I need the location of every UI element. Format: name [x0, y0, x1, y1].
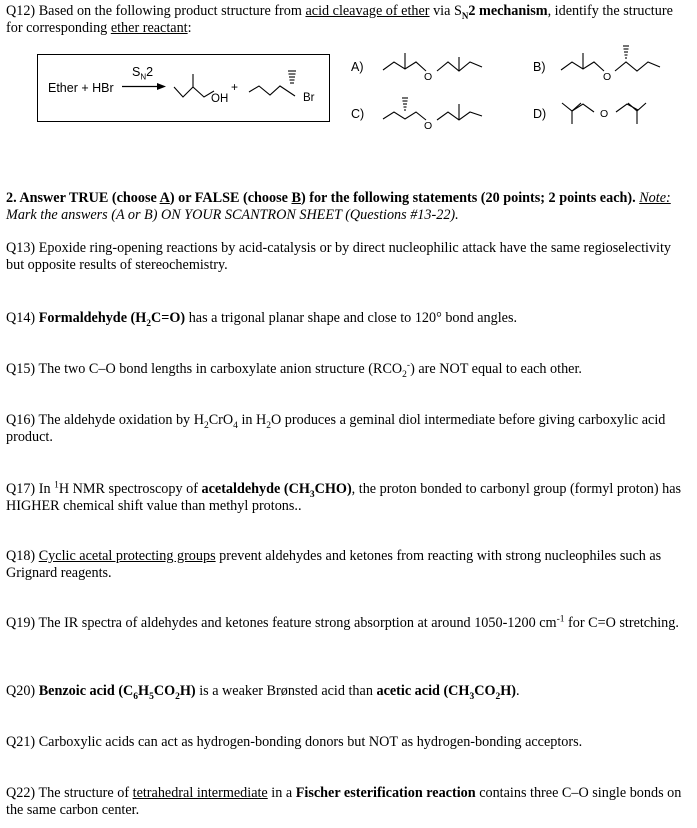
question-number: Q12): [6, 3, 36, 19]
question-text: Carboxylic acids can act as hydrogen-bonding donors but NOT as hydrogen-bonding acceptors.: [38, 734, 583, 750]
question-20: [6, 683, 686, 700]
question-text: has a trigonal planar shape and close to 120° bond angles.: [185, 310, 518, 326]
question-text: for C=O stretching.: [564, 615, 679, 631]
question-number: Q14): [6, 310, 36, 326]
question-text: via S: [429, 3, 462, 19]
benzoic-text: Benzoic acid (C: [38, 683, 134, 699]
option-c-structure: [383, 98, 482, 120]
option-a-label: A): [351, 60, 364, 74]
question-16: [6, 412, 686, 446]
option-b-structure: [561, 46, 660, 71]
option-b-oxygen: O: [603, 71, 612, 83]
subscript: 2: [146, 318, 152, 329]
heading-text: ) for the following statements (20 points; 2 points each).: [300, 190, 636, 206]
question-text: ) are NOT equal to each other.: [410, 361, 582, 377]
question-text: in a: [267, 785, 296, 801]
question-19: [6, 615, 686, 632]
product-oh-label: OH: [211, 93, 229, 105]
subscript: 2: [495, 691, 501, 702]
acetaldehyde-text: CHO): [314, 481, 352, 497]
benzoic-text: H: [138, 683, 150, 699]
option-c-label: C): [351, 107, 365, 121]
option-d-label: D): [533, 107, 547, 121]
scheme-reactants: Ether + HBr: [48, 81, 114, 95]
formaldehyde-text: C=O): [151, 310, 186, 326]
question-22: [6, 785, 686, 819]
acetic-text: acetic acid (CH: [376, 683, 470, 699]
choice-a: A: [159, 190, 170, 206]
question-text: The IR spectra of aldehydes and ketones feature strong absorption at around 1050-1200 cm: [38, 615, 557, 631]
question-number: Q19): [6, 615, 36, 631]
underlined-term-acid-cleavage: acid cleavage of ether: [305, 3, 430, 19]
question-14: [6, 310, 686, 327]
reaction-arrow: [122, 83, 166, 90]
benzoic-text: H): [179, 683, 196, 699]
question-number: Q21): [6, 734, 36, 750]
subscript: 3: [469, 691, 475, 702]
question-17: [6, 481, 686, 515]
underlined-term-cyclic-acetal: Cyclic acetal protecting groups: [38, 548, 216, 564]
question-text: in H: [237, 412, 267, 428]
question-text: The two C–O bond lengths in carboxylate anion structure (RCO: [38, 361, 403, 377]
question-text: , identify the structure for corresponding: [6, 3, 673, 36]
question-text: :: [187, 20, 192, 36]
bold-term-acetic-acid: [376, 683, 517, 702]
benzoic-text: CO: [153, 683, 176, 699]
question-text: CrO: [208, 412, 234, 428]
underlined-term-tetrahedral: tetrahedral intermediate: [132, 785, 268, 801]
subscript: 5: [149, 691, 154, 702]
reaction-scheme-drawing: [0, 0, 697, 140]
formaldehyde-text: Formaldehyde (H: [38, 310, 147, 326]
question-text: prevent aldehydes and ketones from reacting with strong nucleophiles such as Grignard reagents.: [6, 548, 662, 581]
option-c-oxygen: O: [424, 120, 433, 132]
bold-term-benzoic-acid: [38, 683, 196, 702]
superscript: 1: [54, 480, 59, 491]
product-alcohol-structure: [174, 74, 214, 97]
question-number: Q22): [6, 785, 36, 801]
subscript: 4: [233, 420, 238, 431]
question-21: [6, 734, 686, 751]
acetic-text: CO: [474, 683, 496, 699]
option-a-oxygen: O: [424, 71, 433, 83]
underlined-term-ether-reactant: ether reactant: [110, 20, 188, 36]
bold-term-formaldehyde: [38, 310, 186, 329]
question-text: Epoxide ring-opening reactions by acid-catalysis or by direct nucleophilic attack have the same regioselectivity but opposite results of stereochemistry.: [6, 240, 672, 273]
question-text: H NMR spectroscopy of: [58, 481, 202, 497]
acetic-text: H): [500, 683, 517, 699]
question-number: Q15): [6, 361, 36, 377]
acetaldehyde-text: acetaldehyde (CH: [201, 481, 310, 497]
superscript: -1: [556, 614, 565, 625]
question-text: In: [38, 481, 55, 497]
question-text: The structure of: [38, 785, 133, 801]
subscript-n: N: [461, 10, 469, 21]
option-a-structure: [383, 53, 482, 71]
product-br-label: Br: [303, 92, 315, 104]
question-text: The aldehyde oxidation by H: [38, 412, 204, 428]
conditions-2: 2: [146, 65, 154, 79]
conditions-s: S: [132, 65, 141, 79]
note-text: Mark the answers (A or B) ON YOUR SCANTRON SHEET (Questions #13-22).: [6, 207, 459, 223]
bold-term-fischer: Fischer esterification reaction: [295, 785, 476, 801]
option-d-oxygen: O: [600, 108, 609, 120]
bold-term-sn2: 2 mechanism: [468, 3, 548, 19]
choice-b: B: [291, 190, 301, 206]
scheme-plus: +: [231, 80, 239, 94]
question-18: [6, 548, 686, 582]
question-number: Q17): [6, 481, 36, 497]
subscript: 2: [175, 691, 180, 702]
question-number: Q18): [6, 548, 36, 564]
subscript: 3: [309, 489, 315, 500]
subscript: 2: [203, 420, 209, 431]
question-13: [6, 240, 686, 274]
subscript: 2: [266, 420, 272, 431]
heading-text: ) or FALSE (choose: [169, 190, 292, 206]
question-text: contains three C–O single bonds on the same carbon center.: [6, 785, 682, 818]
question-text: .: [516, 683, 520, 699]
subscript: 2: [402, 369, 407, 380]
question-number: Q20): [6, 683, 36, 699]
question-text: Based on the following product structure from: [38, 3, 306, 19]
question-text: , the proton bonded to carbonyl group (formyl proton) has HIGHER chemical shift value than methyl protons..: [6, 481, 682, 514]
superscript: -: [406, 360, 411, 371]
question-number: Q16): [6, 412, 36, 428]
bold-term-acetaldehyde: [201, 481, 352, 500]
question-text: O produces a geminal diol intermediate before giving carboxylic acid product.: [6, 412, 666, 445]
product-bromide-structure: [249, 71, 296, 96]
question-number: Q13): [6, 240, 36, 256]
heading-text: 2. Answer TRUE (choose: [6, 190, 160, 206]
option-b-label: B): [533, 60, 546, 74]
conditions-sub-n: N: [140, 72, 147, 82]
note-label: Note:: [639, 190, 671, 206]
question-15: [6, 361, 686, 378]
subscript: 6: [133, 691, 139, 702]
question-text: is a weaker Brønsted acid than: [195, 683, 377, 699]
section-2-heading: [6, 190, 686, 224]
